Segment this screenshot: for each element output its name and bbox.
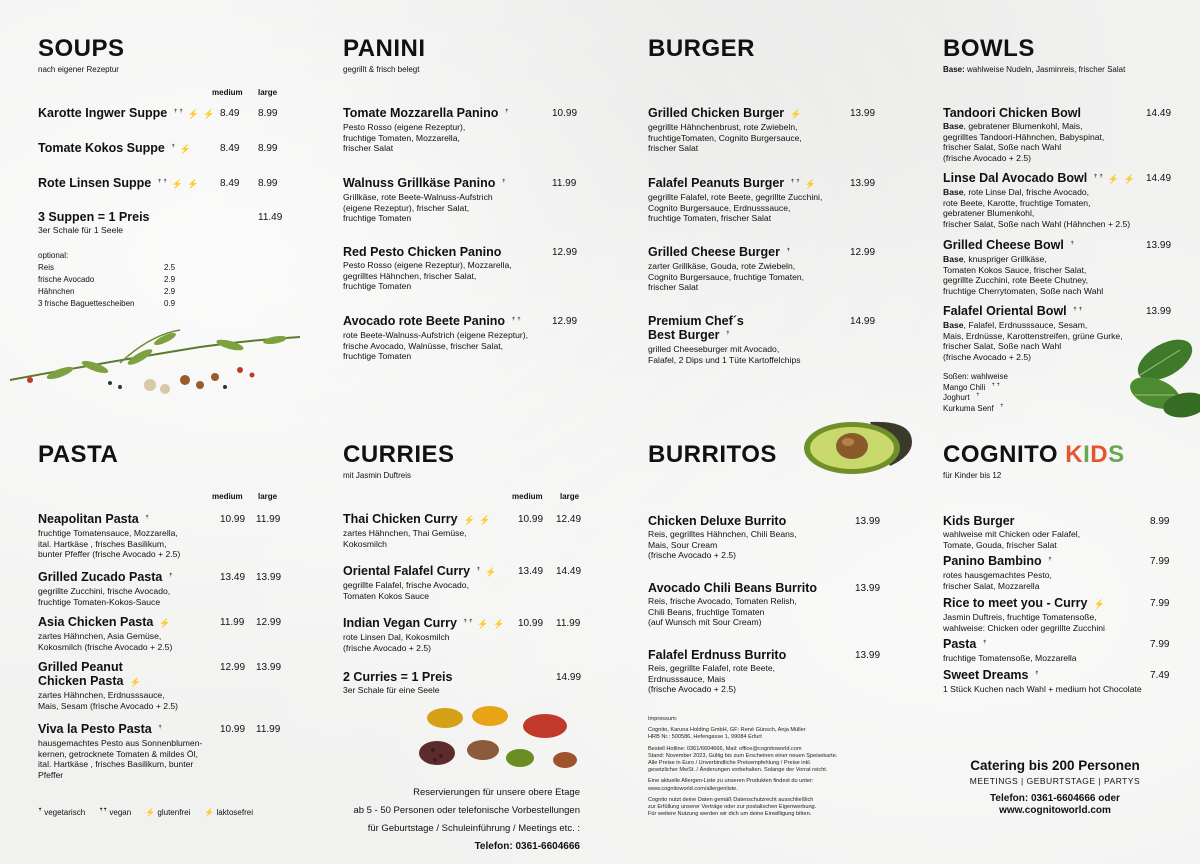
reservation-phone[interactable]: Telefon: 0361-6604666 — [474, 841, 580, 852]
menu-item — [38, 615, 218, 652]
panini-title: PANINI — [343, 35, 426, 62]
soups-title: SOUPS — [38, 35, 125, 62]
item-price-medium: 8.49 — [220, 143, 240, 154]
item-description: Pesto Rosso (eigene Rezeptur), fruchtige Tomaten, Mozzarella, frischer Salat — [343, 122, 466, 154]
col-medium: medium — [212, 492, 243, 501]
item-description: gegrillte Zucchini, frische Avocado, fruchtige Tomaten-Kokos-Sauce — [38, 586, 171, 607]
diet-tags-icon: ꜛꜛ ⚡ ⚡ — [173, 109, 216, 119]
burritos-header — [648, 442, 777, 468]
col-medium: medium — [512, 492, 543, 501]
diet-tags-icon: ꜛ — [504, 109, 510, 119]
item-description: Grillkäse, rote Beete-Walnuss-Aufstrich (eigene Rezeptur), frischer Salat, fruchtige Tomaten — [343, 192, 493, 224]
panini-header — [343, 36, 426, 74]
item-description: Reis, gegrilltes Hähnchen, Chili Beans, Mais, Sour Cream (frische Avocado + 2.5) — [648, 529, 797, 561]
item-price-price: 13.99 — [850, 178, 876, 189]
item-price-medium: 8.49 — [220, 178, 240, 189]
item-name: Walnuss Grillkäse Panino ꜛ — [343, 176, 507, 190]
item-description: zartes Hähnchen, Thai Gemüse, Kokosmilch — [343, 528, 467, 549]
item-price-medium: 13.49 — [220, 572, 246, 583]
item-price-large: 12.49 — [556, 514, 582, 525]
item-name: Avocado rote Beete Panino ꜛꜛ — [343, 314, 523, 328]
bowls-sauces — [943, 372, 1008, 414]
item-description: fruchtige Tomatensauce, Mozzarella, ital. Hartkäse , frisches Basilikum, bunter Pfeffer (frische Avocado + 2.5) — [38, 528, 181, 560]
item-price-large: 11.99 — [256, 724, 281, 735]
item-description: zartes Hähnchen, Erdnusssauce, Mais, Sesam (frische Avocado + 2.5) — [38, 690, 179, 711]
item-price-price: 7.49 — [1150, 670, 1170, 681]
item-description: Pesto Rosso (eigene Rezeptur), Mozzarella, gegrilltes Hähnchen, frischer Salat, fruchtige Tomaten — [343, 260, 512, 292]
item-price-large: 12.99 — [256, 617, 282, 628]
item-description: wahlweise mit Chicken oder Falafel, Tomate, Gouda, frischer Salat — [943, 529, 1081, 550]
menu-item — [648, 245, 848, 293]
item-name: Oriental Falafel Curry ꜛ ⚡ — [343, 564, 498, 578]
soups-subtitle: nach eigener Rezeptur — [38, 65, 119, 74]
menu-item — [38, 210, 218, 236]
item-price-medium: 8.49 — [220, 108, 240, 119]
panini-subtitle: gegrillt & frisch belegt — [343, 65, 420, 74]
optional-item: Reis 2.5 — [38, 263, 176, 272]
col-large: large — [560, 492, 580, 501]
diet-tags-icon: ꜛ — [1069, 241, 1076, 251]
item-price-price: 7.99 — [1150, 556, 1170, 567]
kids-title: COGNITO KIDS — [943, 441, 1125, 468]
item-description: Base, rote Linse Dal, frische Avocado, rote Beete, Karotte, fruchtige Tomaten, gebratener Blumenkohl, frischer Salat, Soße nach Wahl (Hähnchen + 2.5) — [943, 187, 1131, 229]
spice-spoons-image — [415, 698, 585, 780]
item-name: Grilled Chicken Burger ⚡ — [648, 106, 803, 120]
item-description: zarter Grillkäse, Gouda, rote Zwiebeln, Cognito Burgersauce, fruchtige Tomaten, frischer Salat — [648, 261, 805, 293]
lactosefree-icon: ⚡ — [204, 808, 215, 817]
reservation-info: Reservierungen für unsere obere Etage ab 5 - 50 Personen oder telefonische Vorbestellungen für Geburtstage / Schuleinführung / Meetings etc. : Telefon: 0361-6604666 — [330, 784, 580, 856]
item-description: 1 Stück Kuchen nach Wahl + medium hot Chocolate — [943, 684, 1142, 694]
curries-title: CURRIES — [343, 441, 455, 468]
item-name: 2 Curries = 1 Preis — [343, 670, 453, 684]
menu-item — [943, 514, 1148, 550]
diet-tags-icon: ꜛ — [1047, 557, 1054, 567]
bowls-subtitle: Base: wahlweise Nudeln, Jasminreis, frischer Salat — [943, 65, 1126, 74]
diet-tags-icon: ⚡ — [159, 618, 172, 628]
menu-item — [943, 668, 1148, 695]
item-name: Chicken Deluxe Burrito — [648, 514, 787, 528]
sauce-item: Kurkuma Senf ꜛ — [943, 403, 1005, 413]
item-price-medium: 10.99 — [518, 618, 544, 629]
burger-header — [648, 36, 755, 62]
catering-info — [940, 758, 1170, 817]
diet-tags-icon: ꜛ — [786, 248, 792, 258]
item-description: Reis, frische Avocado, Tomaten Relish, Chili Beans, fruchtige Tomaten (auf Wunsch mit Sour Cream) — [648, 596, 797, 628]
item-price-large: 11.99 — [556, 618, 581, 629]
col-medium: medium — [212, 88, 243, 97]
bowls-title: BOWLS — [943, 35, 1035, 62]
item-price-large: 13.99 — [256, 662, 282, 673]
menu-item — [648, 648, 853, 695]
item-name: Sweet Dreams ꜛ — [943, 668, 1040, 682]
item-name: Grilled Zucado Pasta ꜛ — [38, 570, 174, 584]
menu-item — [343, 512, 518, 549]
glutenfree-icon: ⚡ — [145, 808, 156, 817]
item-name: Rote Linsen Suppe ꜛꜛ ⚡ ⚡ — [38, 176, 200, 190]
kids-subtitle: für Kinder bis 12 — [943, 471, 1002, 480]
menu-item — [943, 554, 1148, 591]
diet-tags-icon: ꜛ — [725, 331, 732, 341]
sauce-item: Joghurt ꜛ — [943, 393, 981, 402]
item-name: Pasta ꜛ — [943, 637, 988, 651]
item-price-price: 13.99 — [1146, 306, 1172, 317]
burritos-title: BURRITOS — [648, 441, 777, 468]
diet-tags-icon: ⚡ — [1093, 599, 1106, 609]
diet-tags-icon: ꜛꜛ — [1072, 307, 1084, 317]
menu-item — [648, 176, 848, 224]
catering-web[interactable]: www.cognitoworld.com — [999, 805, 1111, 816]
item-price-large: 14.99 — [556, 672, 582, 683]
diet-tags-icon: ꜛꜛ ⚡ — [790, 179, 817, 189]
item-description: rotes hausgemachtes Pesto, frischer Salat, Mozzarella — [943, 570, 1052, 591]
impressum: Impressum: Cognito, Karuna Holding GmbH, GF: René Günsch, Anja Müller HRB Nr.: 500586, Hefengasse 1, 99084 Erfurt Bestell Hotline: 0361/6604666, Mail: office@cognitoworld.com Stand: November 2023, Gültig bis zum Erscheinen einer neuen Speisekarte. Alle Preise in Euro / Unverbindliche Preisempfehlung / Preise inkl. gesetzlicher MwSt. / Änderungen vorbehalten. Solange der Vorrat reicht. Eine aktuelle Allergen-Liste zu unseren Produkten findest du unter: www.cognitoworld.com/allergenliste. Cognito nutzt deine Daten gemäß Datenschutzrecht ausschließlich zur Erfüllung unserer Verträge oder zur postalischen Eigenwerbung. Für weitere Nutzung werden wir dich um deine Einwilligung bitten. — [648, 716, 838, 818]
menu-item — [943, 171, 1143, 229]
item-price-price: 13.99 — [855, 516, 881, 527]
item-price-medium: 10.99 — [220, 514, 246, 525]
item-description: Jasmin Duftreis, fruchtige Tomatensoße, wahlweise: Chicken oder gegrillte Zucchini — [943, 612, 1105, 633]
item-description: fruchtige Tomatensoße, Mozzarella — [943, 653, 1077, 663]
menu-item — [38, 660, 218, 711]
menu-item — [343, 106, 553, 154]
item-description: gegrillte Hähnchenbrust, rote Zwiebeln, fruchtigeTomaten, Cognito Burgersauce, frischer Salat — [648, 122, 802, 154]
item-name: Tomate Mozzarella Panino ꜛ — [343, 106, 510, 120]
curries-header — [343, 442, 455, 480]
sauce-item: Mango Chili ꜛꜛ — [943, 382, 1002, 392]
menu-item — [343, 564, 518, 601]
diet-tags-icon: ꜛ — [999, 403, 1005, 413]
item-description: zartes Hähnchen, Asia Gemüse, Kokosmilch (frische Avocado + 2.5) — [38, 631, 173, 652]
item-name: 3 Suppen = 1 Preis — [38, 210, 150, 224]
menu-item — [38, 106, 218, 121]
item-name: Neapolitan Pasta ꜛ — [38, 512, 151, 526]
menu-item — [343, 245, 553, 292]
item-name: Viva la Pesto Pasta ꜛ — [38, 722, 164, 736]
diet-tags-icon: ⚡ — [790, 109, 803, 119]
item-price-price: 13.99 — [855, 650, 881, 661]
menu-item — [943, 238, 1143, 296]
sauces-label: Soßen: wahlweise — [943, 372, 1008, 381]
diet-tags-icon: ꜛ — [157, 725, 164, 735]
item-description: rote Linsen Dal, Kokosmilch (frische Avocado + 2.5) — [343, 632, 450, 653]
item-price-large: 8.99 — [258, 178, 278, 189]
item-price-price: 10.99 — [552, 108, 578, 119]
diet-tags-icon: ⚡ — [129, 677, 142, 687]
item-name: Linse Dal Avocado Bowl ꜛꜛ ⚡ ⚡ — [943, 171, 1136, 185]
item-price-price: 13.99 — [855, 583, 881, 594]
avocado-image — [800, 416, 915, 478]
curries-subtitle: mit Jasmin Duftreis — [343, 471, 412, 480]
item-description: Base, Falafel, Erdnusssauce, Sesam, Mais, Erdnüsse, Karottenstreifen, grüne Gurke, frischer Salat, Soße nach Wahl (frische Avocado + 2.5) — [943, 320, 1123, 362]
item-price-large: 11.99 — [256, 514, 281, 525]
menu-item — [943, 637, 1148, 664]
menu-item — [343, 670, 518, 696]
item-price-price: 8.99 — [1150, 516, 1170, 527]
menu-item — [648, 514, 853, 561]
menu-item — [343, 176, 553, 224]
col-large: large — [258, 88, 278, 97]
menu-item — [648, 106, 848, 154]
legend-lactosefree: ⚡ laktosefrei — [204, 808, 253, 817]
vegetarian-icon: ꜛ — [38, 808, 42, 817]
diet-tags-icon: ꜛꜛ — [991, 382, 1002, 392]
catering-title: Catering bis 200 Personen — [970, 758, 1140, 773]
item-price-price: 12.99 — [552, 316, 578, 327]
item-price-medium: 11.99 — [220, 617, 245, 628]
item-description: 3er Schale für 1 Seele — [38, 225, 124, 235]
diet-tags-icon: ꜛ — [975, 393, 981, 402]
item-description: Base, gebratener Blumenkohl, Mais, gegrilltes Tandoori-Hähnchen, Babyspinat, frischer Salat, Soße nach Wahl (frische Avocado + 2.5) — [943, 121, 1105, 163]
diet-tags-icon: ⚡ ⚡ — [463, 515, 492, 525]
menu-item — [343, 616, 518, 653]
item-price-medium: 13.49 — [518, 566, 544, 577]
item-name: Tandoori Chicken Bowl — [943, 106, 1081, 120]
diet-tags-icon: ꜛꜛ ⚡ ⚡ — [157, 179, 200, 189]
burger-title: BURGER — [648, 35, 756, 62]
item-price-price: 11.99 — [552, 178, 577, 189]
item-name: Grilled Peanut Chicken Pasta ⚡ — [38, 660, 142, 688]
pasta-header — [38, 442, 118, 468]
spinach-leaves-image — [1110, 325, 1200, 425]
diet-tags-icon: ꜛ — [168, 573, 174, 583]
item-name: Avocado Chili Beans Burrito — [648, 581, 818, 595]
diet-tags-icon: ꜛ — [501, 179, 507, 189]
diet-tags-icon: ꜛ — [982, 640, 988, 650]
item-price-price: 12.99 — [552, 247, 578, 258]
diet-tags-icon: ꜛ ⚡ — [476, 567, 498, 577]
item-description: 3er Schale für eine Seele — [343, 685, 440, 695]
item-name: Red Pesto Chicken Panino — [343, 245, 502, 259]
item-name: Grilled Cheese Burger ꜛ — [648, 245, 792, 259]
item-price-price: 13.99 — [850, 108, 876, 119]
diet-tags-icon: ꜛ — [1034, 671, 1040, 681]
item-price-price: 14.49 — [1146, 108, 1172, 119]
item-price-price: 14.49 — [1146, 173, 1172, 184]
item-price-price: 14.99 — [850, 316, 876, 327]
bowls-header — [943, 36, 1125, 74]
menu-item — [38, 722, 218, 780]
legend-vegetarian: ꜛ vegetarisch — [38, 808, 86, 817]
item-price-price: 12.99 — [850, 247, 876, 258]
diet-tags-icon: ꜛꜛ — [511, 317, 523, 327]
menu-item — [943, 596, 1148, 633]
vegan-icon: ꜛꜛ — [99, 808, 108, 817]
item-name: Falafel Oriental Bowl ꜛꜛ — [943, 304, 1084, 318]
item-name: Kids Burger — [943, 514, 1015, 528]
col-large: large — [258, 492, 278, 501]
item-name: Falafel Peanuts Burger ꜛꜛ ⚡ — [648, 176, 817, 190]
item-price-medium: 10.99 — [518, 514, 544, 525]
kids-header — [943, 442, 1125, 480]
item-price-large: 13.99 — [256, 572, 282, 583]
legend-vegan: ꜛꜛ vegan — [99, 808, 132, 817]
menu-item — [648, 314, 848, 365]
diet-legend — [38, 808, 253, 817]
legend-glutenfree: ⚡ glutenfrei — [145, 808, 191, 817]
item-price-price: 13.99 — [1146, 240, 1172, 251]
item-name: Panino Bambino ꜛ — [943, 554, 1054, 568]
item-description: hausgemachtes Pesto aus Sonnenblumen- kernen, getrocknete Tomaten & mildes Öl, ital. Hartkäse , frisches Basilikum, bunter Pfeffer — [38, 738, 203, 780]
item-price-large: 8.99 — [258, 143, 278, 154]
item-name: Karotte Ingwer Suppe ꜛꜛ ⚡ ⚡ — [38, 106, 216, 120]
diet-tags-icon: ꜛ ⚡ — [170, 144, 193, 154]
optional-item: 3 frische Baguettescheiben 0.9 — [38, 299, 176, 308]
menu-item — [343, 314, 553, 362]
item-description: gegrillte Falafel, frische Avocado, Tomaten Kokos Sauce — [343, 580, 469, 601]
menu-item — [38, 141, 218, 156]
diet-tags-icon: ꜛꜛ ⚡ ⚡ — [462, 619, 506, 629]
item-name: Rice to meet you - Curry ⚡ — [943, 596, 1106, 610]
menu-item — [943, 106, 1143, 163]
item-description: gegrillte Falafel, rote Beete, gegrillte Zucchini, Cognito Burgersauce, Erdnusssauce, fruchtige Tomaten, frischer Salat — [648, 192, 823, 224]
item-name: Grilled Cheese Bowl ꜛ — [943, 238, 1076, 252]
catering-sub: MEETINGS | GEBURTSTAGE | PARTYS — [969, 776, 1141, 786]
item-price-large: 14.49 — [556, 566, 582, 577]
pasta-title: PASTA — [38, 441, 119, 468]
optional-label: optional: — [38, 251, 69, 260]
optional-item: Hähnchen 2.9 — [38, 287, 176, 296]
item-description: rote Beete-Walnuss-Aufstrich (eigene Rezeptur), frische Avocado, Walnüsse, frischer Salat, fruchtige Tomaten — [343, 330, 529, 362]
catering-phone[interactable]: Telefon: 0361-6604666 oder — [990, 793, 1120, 804]
item-description: Reis, gegrillte Falafel, rote Beete, Erdnusssauce, Mais (frische Avocado + 2.5) — [648, 663, 776, 695]
diet-tags-icon: ꜛ — [144, 515, 151, 525]
optional-item: frische Avocado 2.9 — [38, 275, 176, 284]
diet-tags-icon: ꜛꜛ ⚡ ⚡ — [1093, 174, 1136, 184]
menu-item — [38, 176, 218, 191]
menu-item — [38, 570, 218, 607]
soups-header — [38, 36, 125, 74]
item-description: Base, knuspriger Grillkäse, Tomaten Kokos Sauce, frischer Salat, gegrillte Zucchini, rote Beete Chutney, fruchtige Cherrytomaten, Soße nach Wahl — [943, 254, 1104, 296]
item-price-medium: 10.99 — [220, 724, 246, 735]
item-name: Indian Vegan Curry ꜛꜛ ⚡ ⚡ — [343, 616, 506, 630]
item-price-price: 7.99 — [1150, 598, 1170, 609]
item-price-large: 11.49 — [258, 212, 283, 223]
menu-item — [38, 512, 218, 560]
soups-optional — [38, 250, 178, 310]
item-name: Premium Chef´s Best Burger ꜛ — [648, 314, 744, 342]
item-price-large: 8.99 — [258, 108, 278, 119]
item-price-medium: 12.99 — [220, 662, 246, 673]
menu-item — [648, 581, 853, 628]
herbs-spices-image — [0, 325, 310, 400]
item-name: Falafel Erdnuss Burrito — [648, 648, 787, 662]
item-description: grilled Cheeseburger mit Avocado, Falafel, 2 Dips und 1 Tüte Kartoffelchips — [648, 344, 801, 365]
item-name: Thai Chicken Curry ⚡ ⚡ — [343, 512, 492, 526]
item-name: Tomate Kokos Suppe ꜛ ⚡ — [38, 141, 193, 155]
item-name: Asia Chicken Pasta ⚡ — [38, 615, 172, 629]
item-price-price: 7.99 — [1150, 639, 1170, 650]
